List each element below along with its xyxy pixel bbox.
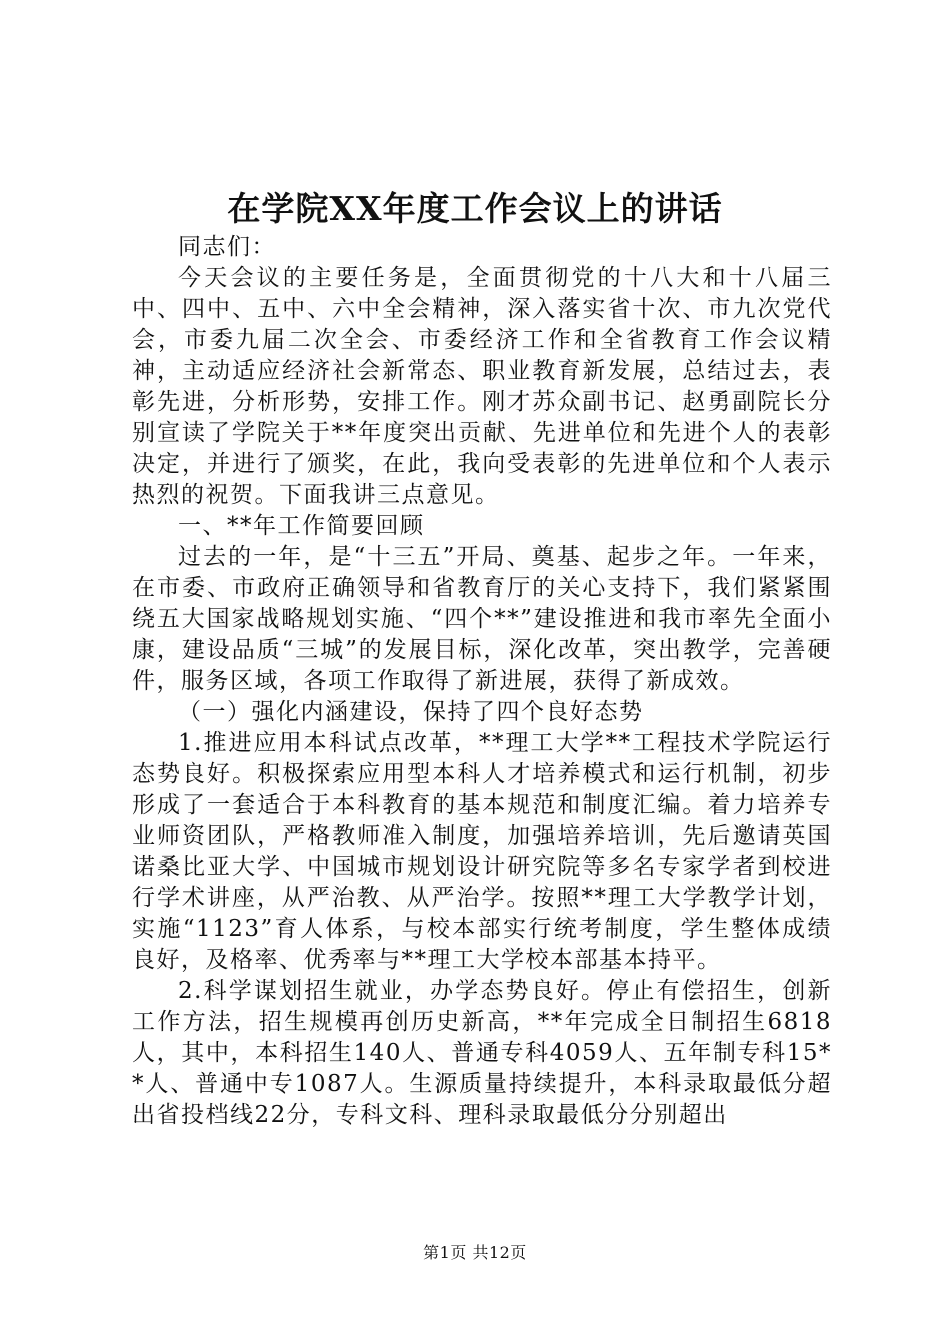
document-body	[132, 232, 832, 1131]
greeting: 同志们：	[178, 234, 276, 260]
page-footer: 第1页 共12页	[423, 1243, 527, 1262]
subsection-heading: （一）强化内涵建设，保持了四个良好态势	[178, 699, 644, 725]
paragraph-review: 过去的一年，是“十三五”开局、奠基、起步之年。一年来，在市委、市政府正确领导和省教育厅的关心支持下，我们紧紧围绕五大国家战略规划实施、“四个**”建设推进和我市率先全面小康，建设品质“三城”的发展目标，深化改革，突出教学，完善硬件，服务区域，各项工作取得了新进展，获得了新成效。	[132, 544, 832, 694]
paragraph-intro: 今天会议的主要任务是，全面贯彻党的十八大和十八届三中、四中、五中、六中全会精神，深入落实省十次、市九次党代会，市委九届二次全会、市委经济工作和全省教育工作会议精神，主动适应经济社会新常态、职业教育新发展，总结过去，表彰先进，分析形势，安排工作。刚才苏众副书记、赵勇副院长分别宣读了学院关于**年度突出贡献、先进单位和先进个人的表彰决定，并进行了颁奖，在此，我向受表彰的先进单位和个人表示热烈的祝贺。下面我讲三点意见。	[132, 265, 832, 508]
paragraph-item-1: 1.推进应用本科试点改革，**理工大学**工程技术学院运行态势良好。积极探索应用型本科人才培养模式和运行机制，初步形成了一套适合于本科教育的基本规范和制度汇编。着力培养专业师资团队，严格教师准入制度，加强培养培训，先后邀请英国诺桑比亚大学、中国城市规划设计研究院等多名专家学者到校进行学术讲座，从严治教、从严治学。按照**理工大学教学计划，实施“1123”育人体系，与校本部实行统考制度，学生整体成绩良好，及格率、优秀率与**理工大学校本部基本持平。	[132, 730, 832, 973]
section-heading-review: 一、**年工作简要回顾	[178, 513, 425, 539]
document-title: 在学院XX年度工作会议上的讲话	[227, 189, 723, 228]
paragraph-item-2: 2.科学谋划招生就业，办学态势良好。停止有偿招生，创新工作方法，招生规模再创历史新高，**年完成全日制招生6818人，其中，本科招生140人、普通专科4059人、五年制专科15**人、普通中专1087人。生源质量持续提升，本科录取最低分超出省投档线22分，专科文科、理科录取最低分分别超出	[132, 978, 832, 1128]
